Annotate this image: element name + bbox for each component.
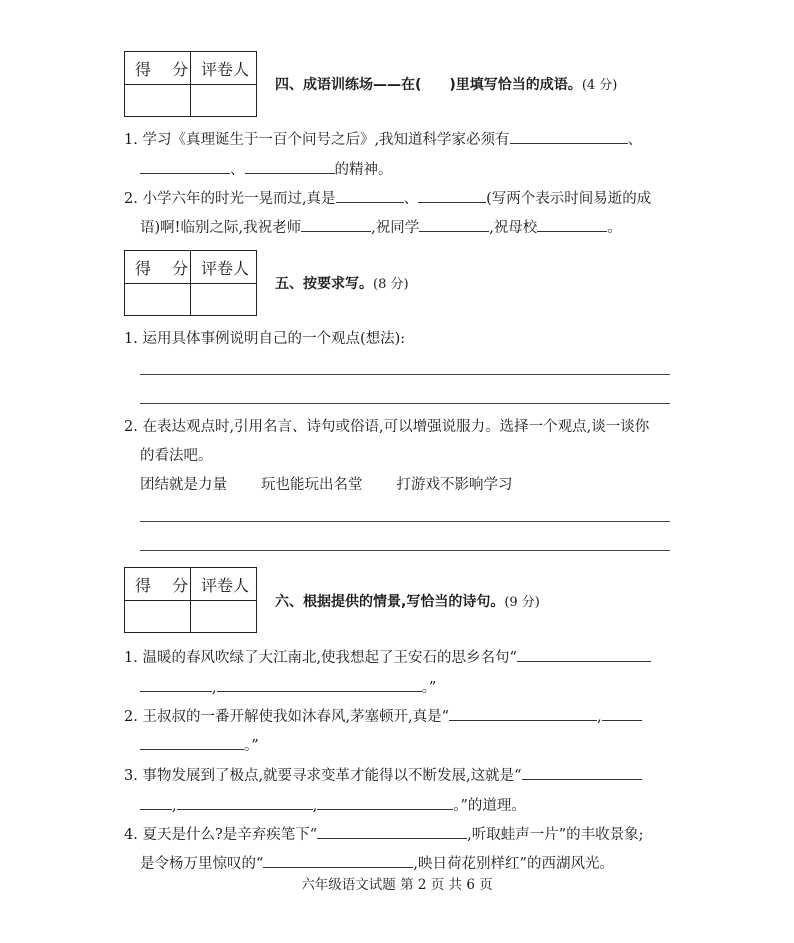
answer-blank[interactable] bbox=[301, 216, 371, 232]
answer-blank[interactable] bbox=[537, 216, 607, 232]
section5-q2-line2: 的看法吧。 bbox=[140, 448, 213, 464]
answer-blank[interactable] bbox=[419, 216, 489, 232]
answer-blank[interactable] bbox=[336, 187, 404, 203]
score-box-section4 bbox=[124, 51, 257, 117]
answer-blank[interactable] bbox=[522, 764, 642, 780]
option: 打游戏不影响学习 bbox=[396, 477, 513, 493]
answer-line[interactable] bbox=[140, 403, 670, 404]
answer-blank[interactable] bbox=[217, 676, 422, 692]
grader-label: 评卷人 bbox=[200, 60, 249, 79]
score-box-divider bbox=[125, 84, 256, 85]
answer-line[interactable] bbox=[140, 374, 670, 375]
section4-q2-line2: 语)啊!临别之际,我祝老师 ,祝同学 ,祝母校 。 bbox=[140, 216, 622, 238]
score-label: 得 分 bbox=[135, 259, 197, 278]
section6-q2-line1: 2. 王叔叔的一番开解使我如沐春风,茅塞顿开,真是“ , bbox=[124, 705, 642, 727]
answer-line[interactable] bbox=[140, 550, 670, 551]
answer-blank[interactable] bbox=[449, 705, 597, 721]
answer-blank[interactable] bbox=[602, 705, 642, 721]
section6-title: 六、根据提供的情景,写恰当的诗句。(9 分) bbox=[275, 594, 540, 610]
section6-q4-line2: 是令杨万里惊叹的“ ,映日荷花别样红”的西湖风光。 bbox=[140, 852, 614, 874]
score-box-section5 bbox=[124, 250, 257, 316]
answer-blank[interactable] bbox=[418, 187, 486, 203]
answer-blank[interactable] bbox=[140, 676, 212, 692]
answer-blank[interactable] bbox=[245, 158, 335, 174]
section4-q2-line1: 2. 小学六年的时光一晃而过,真是 、 (写两个表示时间易逝的成 bbox=[124, 187, 651, 209]
section5-options bbox=[140, 475, 513, 495]
answer-blank[interactable] bbox=[177, 794, 313, 810]
answer-blank[interactable] bbox=[140, 734, 244, 750]
option: 玩也能玩出名堂 bbox=[261, 477, 363, 493]
section4-title: 四、成语训练场——在( )里填写恰当的成语。(4 分) bbox=[275, 77, 618, 93]
section5-q1: 1. 运用具体事例说明自己的一个观点(想法): bbox=[124, 331, 406, 347]
grader-label: 评卷人 bbox=[200, 576, 249, 595]
score-box-section6 bbox=[124, 567, 257, 633]
grader-label: 评卷人 bbox=[200, 259, 249, 278]
section6-q2-line2: 。” bbox=[140, 734, 259, 756]
section6-q4-line1: 4. 夏天是什么?是辛弃疾笔下“ ,听取蛙声一片”的丰收景象; bbox=[124, 823, 644, 845]
answer-blank[interactable] bbox=[263, 852, 413, 868]
page-footer: 六年级语文试题 第 2 页 共 6 页 bbox=[301, 877, 493, 893]
section6-q1-line1: 1. 温暖的春风吹绿了大江南北,使我想起了王安石的思乡名句“ bbox=[124, 646, 651, 668]
score-label: 得 分 bbox=[135, 576, 197, 595]
answer-blank[interactable] bbox=[140, 158, 230, 174]
section5-q2-line1: 2. 在表达观点时,引用名言、诗句或俗语,可以增强说服力。选择一个观点,谈一谈你 bbox=[124, 419, 650, 435]
answer-blank[interactable] bbox=[140, 794, 172, 810]
section6-q1-line2: , 。” bbox=[140, 676, 436, 698]
section6-q3-line2: , , 。”的道理。 bbox=[140, 794, 526, 816]
answer-blank[interactable] bbox=[317, 823, 467, 839]
section4-q1-line2: 、 的精神。 bbox=[140, 158, 393, 180]
answer-blank[interactable] bbox=[510, 128, 628, 144]
section5-title: 五、按要求写。(8 分) bbox=[275, 276, 409, 292]
answer-blank[interactable] bbox=[317, 794, 453, 810]
section4-q1-line1: 1. 学习《真理诞生于一百个问号之后》,我知道科学家必须有 、 bbox=[124, 128, 642, 150]
option: 团结就是力量 bbox=[140, 477, 227, 493]
score-box-divider bbox=[125, 283, 256, 284]
answer-blank[interactable] bbox=[517, 646, 651, 662]
score-label: 得 分 bbox=[135, 60, 197, 79]
score-box-divider bbox=[125, 600, 256, 601]
answer-line[interactable] bbox=[140, 521, 670, 522]
section6-q3-line1: 3. 事物发展到了极点,就要寻求变革才能得以不断发展,这就是“ bbox=[124, 764, 642, 786]
